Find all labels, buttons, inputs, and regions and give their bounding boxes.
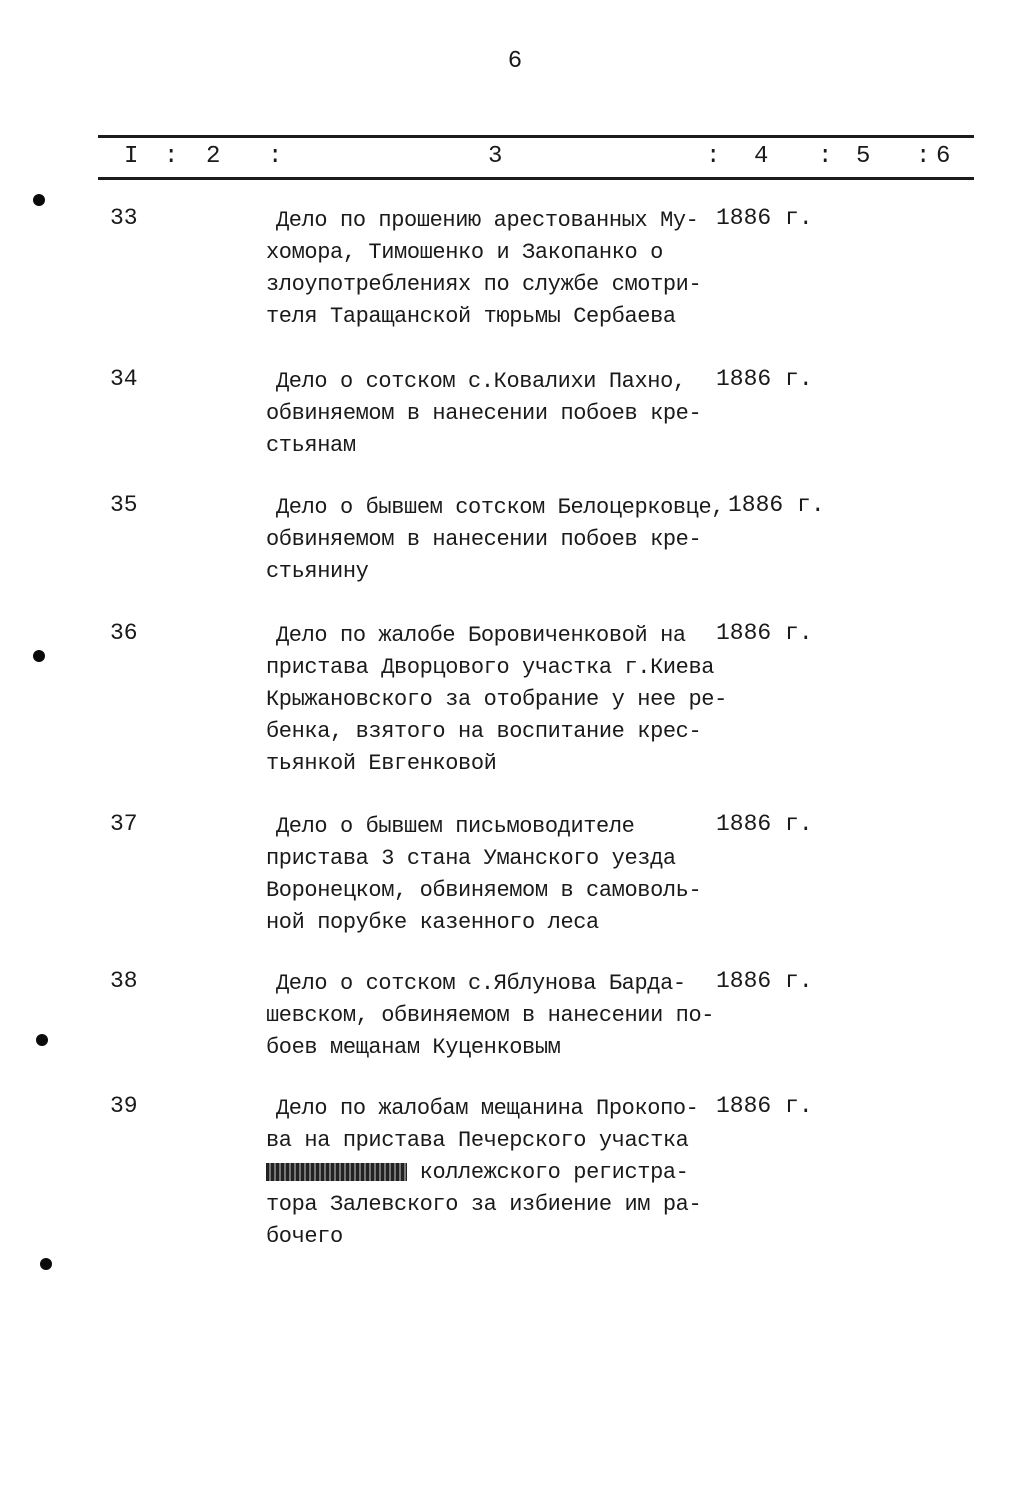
column-separator: : [706,143,721,170]
description-line: пристава 3 стана Уманского уезда [266,846,676,871]
description-line: злоупотреблениях по службе смотри- [266,272,702,297]
description-line: обвиняемом в нанесении побоев кре- [266,401,702,426]
description-line: Дело о бывшем сотском Белоцерковце, [276,495,725,520]
column-separator: : [916,143,931,170]
table-header [98,143,974,173]
entry-number: 34 [110,366,138,392]
punch-hole-mark [36,1034,48,1046]
description-line [266,1157,716,1189]
description-line: шевском, обвиняемом в нанесении по- [266,1003,715,1028]
entry-year: 1886 г. [716,1093,813,1119]
description-line: Дело по прошению арестованных Му- [276,208,699,233]
description-line: бенка, взятого на воспитание крес- [266,719,702,744]
description-line: Дело по жалобам мещанина Прокопо- [276,1096,699,1121]
description-line: хомора, Тимошенко и Закопанко о [266,240,663,265]
struck-out-text [266,1163,407,1181]
column-header-1: I [124,143,139,170]
entry-description [266,811,716,939]
column-header-6: 6 [936,143,951,170]
description-line: Крыжановского за отобрание у нее ре- [266,687,727,712]
column-header-5: 5 [856,143,871,170]
entry-number: 36 [110,620,138,646]
entry-description [266,205,716,333]
description-line: теля Таращанской тюрьмы Сербаева [266,304,676,329]
description-line: Воронецком, обвиняемом в самоволь- [266,878,702,903]
column-header-3: 3 [488,143,503,170]
description-line: ной порубке казенного леса [266,910,599,935]
entry-description [266,366,716,462]
entry-description [266,968,716,1064]
entry-number: 39 [110,1093,138,1119]
column-separator: : [268,143,283,170]
entry-year: 1886 г. [716,620,813,646]
punch-hole-mark [33,650,45,662]
description-line: Дело о сотском с.Ковалихи Пахно, [276,369,686,394]
description-line: Дело о бывшем письмоводителе [276,814,635,839]
entry-number: 38 [110,968,138,994]
column-separator: : [164,143,179,170]
header-bottom-rule [98,177,974,180]
punch-hole-mark [40,1258,52,1270]
description-line: пристава Дворцового участка г.Киева [266,655,715,680]
description-line: Дело по жалобе Боровиченковой на [276,623,686,648]
description-line: стьянам [266,433,356,458]
entry-year: 1886 г. [716,205,813,231]
column-header-4: 4 [754,143,769,170]
punch-hole-mark [33,194,45,206]
entry-description [266,492,725,588]
description-line: бочего [266,1224,343,1249]
column-separator: : [818,143,833,170]
description-line: ва на пристава Печерского участка [266,1128,689,1153]
description-line-text: коллежского регистра- [419,1160,689,1185]
description-line: тора Залевского за избиение им ра- [266,1192,702,1217]
entry-year: 1886 г. [728,492,825,518]
description-line: тьянкой Евгенковой [266,751,497,776]
description-line: Дело о сотском с.Яблунова Барда- [276,971,686,996]
page-number: 6 [507,48,523,75]
entry-year: 1886 г. [716,811,813,837]
header-top-rule [98,135,974,138]
entry-description [266,1093,716,1253]
entry-number: 33 [110,205,138,231]
entry-number: 37 [110,811,138,837]
column-header-2: 2 [206,143,221,170]
description-line: стьянину [266,559,369,584]
description-line: обвиняемом в нанесении побоев кре- [266,527,702,552]
description-line: боев мещанам Куценковым [266,1035,561,1060]
entry-number: 35 [110,492,138,518]
entry-year: 1886 г. [716,366,813,392]
entry-description [266,620,727,780]
entry-year: 1886 г. [716,968,813,994]
